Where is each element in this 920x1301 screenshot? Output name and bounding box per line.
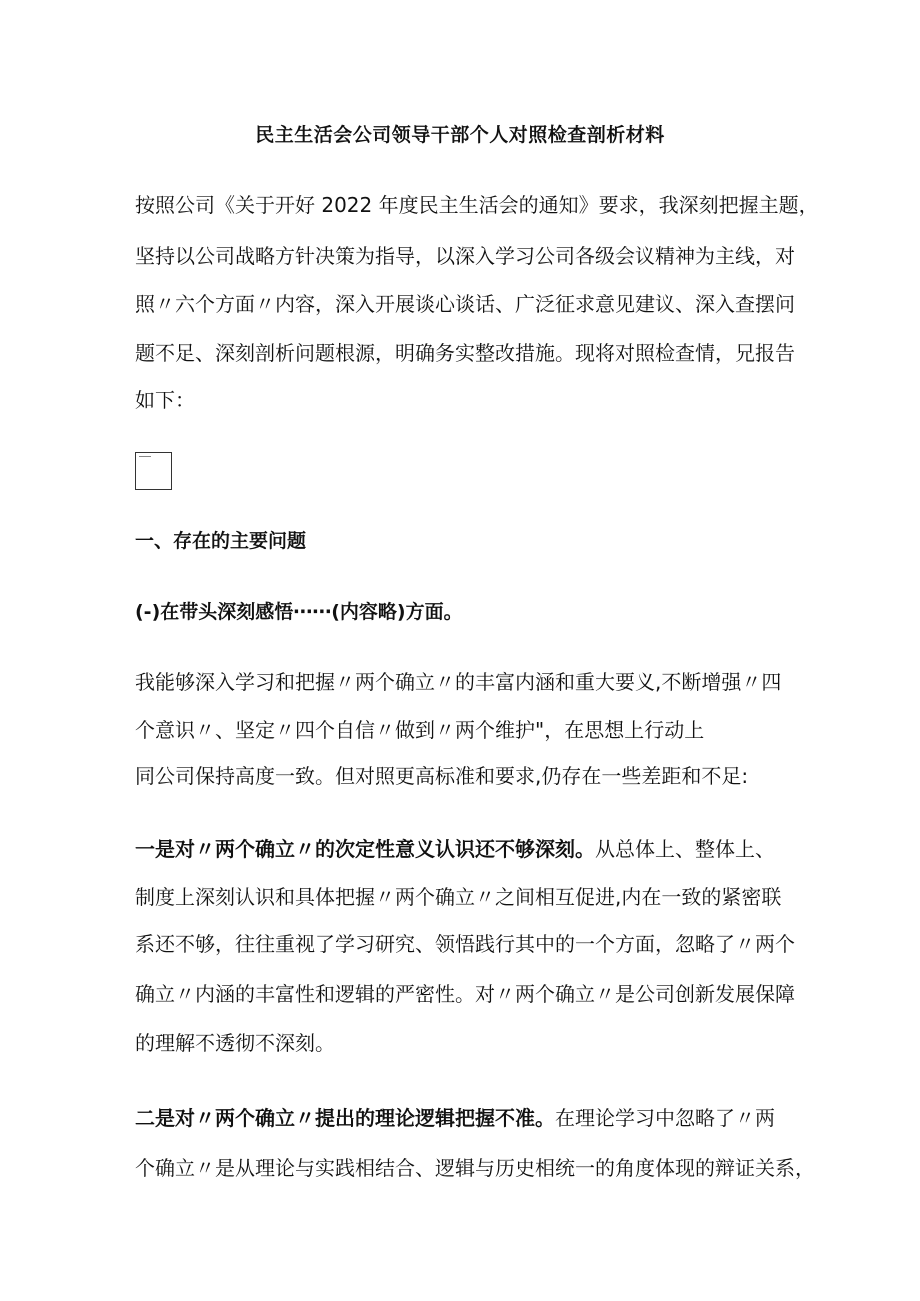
point1-line-5: 的理解不透彻不深刻。 bbox=[135, 1031, 335, 1055]
para1-line-1: 我能够深入学习和把握〃两个确立〃的丰富内涵和重大要义,不断增强〃四 bbox=[135, 670, 782, 694]
intro-line-3: 照〃六个方面〃内容，深入开展谈心谈话、广泛征求意见建议、深入查摆问 bbox=[135, 292, 795, 316]
point1-line-1 bbox=[135, 835, 775, 863]
embedded-image-placeholder bbox=[135, 452, 172, 490]
intro-line-1: 按照公司《关于开好 2022 年度民主生活会的通知》要求，我深刻把握主题， bbox=[135, 193, 819, 217]
para1-line-2: 个意识〃、坚定〃四个自信〃做到〃两个维护"，在思想上行动上 bbox=[135, 718, 705, 742]
intro-line-4: 题不足、深刻剖析问题根源，明确务实整改措施。现将对照检查情，兄报告 bbox=[135, 341, 795, 365]
point1-line-4: 确立〃内涵的丰富性和逻辑的严密性。对〃两个确立〃是公司创新发展保障 bbox=[135, 982, 795, 1006]
section-heading-main-problems: 一、存在的主要问题 bbox=[135, 530, 307, 552]
point1-line-2: 制度上深刻认识和具体把握〃两个确立〃之间相互促进,内在一致的紧密联 bbox=[135, 885, 782, 909]
point2-first-rest: 在理论学习中忽略了〃两 bbox=[555, 1106, 775, 1130]
point1-line-3: 系还不够，往往重视了学习研究、领悟践行其中的一个方面，忽略了〃两个 bbox=[135, 932, 795, 956]
document-title: 民主生活会公司领导干部个人对照检查剖析材料 bbox=[255, 124, 665, 146]
point2-bold-lead: 二是对〃两个确立〃提出的理论逻辑把握不准。 bbox=[135, 1106, 555, 1130]
point1-first-rest: 从总体上、整体上、 bbox=[595, 837, 775, 861]
subsection-heading-1: (-)在带头深刻感悟⋯⋯(内容略)方面。 bbox=[135, 601, 463, 623]
point2-line-1 bbox=[135, 1104, 775, 1132]
intro-line-5: 如下： bbox=[135, 388, 195, 412]
point2-line-2: 个确立〃是从理论与实践相结合、逻辑与历史相统一的角度体现的辩证关系， bbox=[135, 1156, 815, 1180]
point1-bold-lead: 一是对〃两个确立〃的次定性意义认识还不够深刻。 bbox=[135, 837, 595, 861]
intro-line-2: 坚持以公司战略方针决策为指导，以深入学习公司各级会议精神为主线，对 bbox=[135, 244, 795, 268]
para1-line-3: 同公司保持高度一致。但对照更高标准和要求,仍存在一些差距和不足: bbox=[135, 764, 749, 788]
